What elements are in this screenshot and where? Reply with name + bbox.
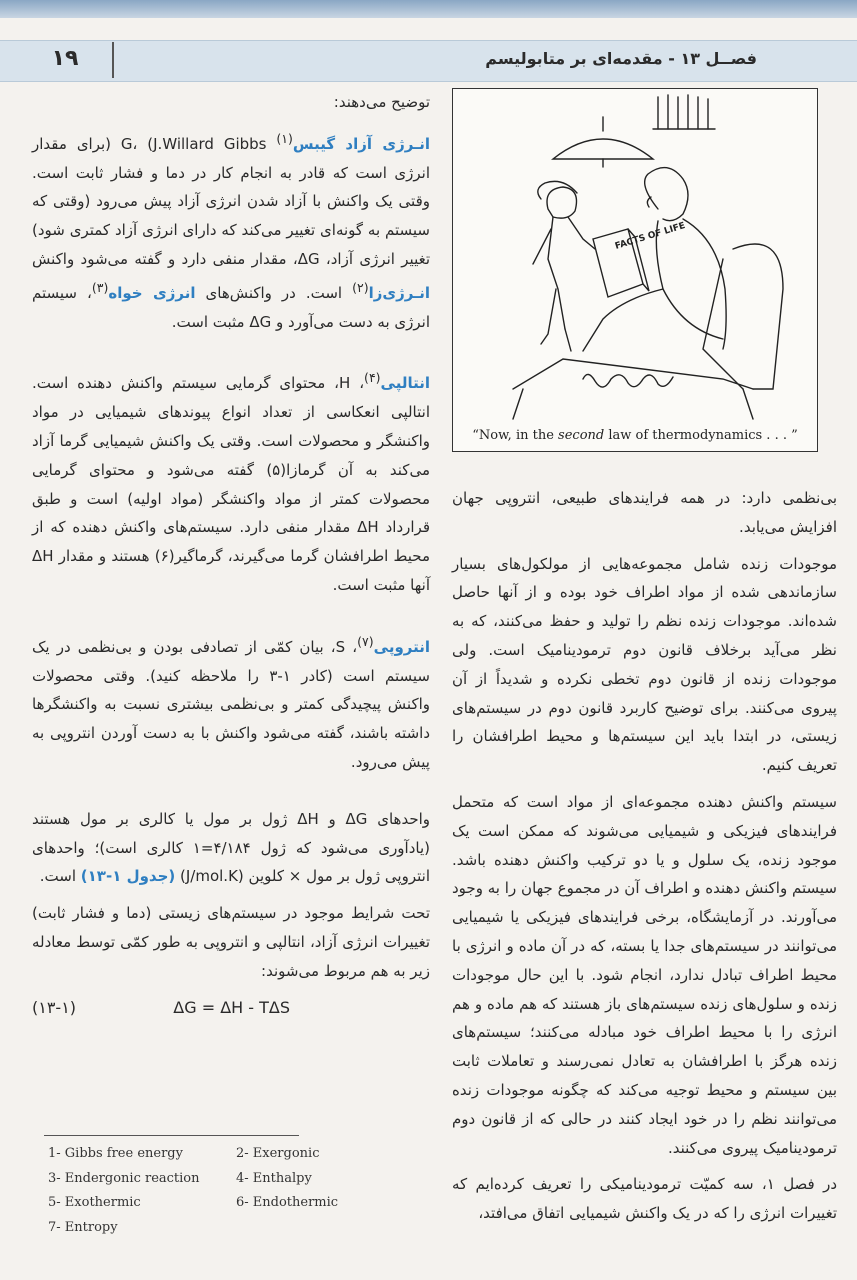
page-number: ۱۹ <box>51 46 79 71</box>
term-gibbs: انـرژی آزاد گیبس <box>292 134 430 153</box>
equation: ΔG = ΔH - TΔS <box>173 997 290 1017</box>
book-title: FACTS OF LIFE <box>613 221 687 252</box>
footnote-item: 7- Entropy <box>48 1219 118 1235</box>
footnote-item: 5- Exothermic <box>48 1195 141 1210</box>
right-paragraph-2: موجودات زنده شامل مجموعه‌هایی از مولکول‌های بسیار سازماندهی شده از مواد اطراف خود بوده و از آنها حاصل شده‌اند. موجودات زنده نظم را تولید و حفظ می‌کنند، که به نظر می‌آید برخلاف قانون دوم ترمودینامیک است. ولی موجودات زنده از قانون دوم تخطی نکرده و شدیداً از آن پیروی می‌کنند. برای توضیح کاربرد قانون دوم در سیستم‌های زیستی، در ابتدا باید این سیستم‌ها و محیط اطرافشان را تعریف کنیم. <box>452 554 837 775</box>
conditions-paragraph: تحت شرایط موجود در سیستم‌های زیستی (دما و فشار ثابت) تغییرات انرژی آزاد، انتالپی و انتروپی به طور کمّی توسط معادله زیر به هم مربوط می‌شوند: <box>32 904 430 980</box>
enthalpy-paragraph: انتالپی$^{(۴)}$، H، محتوای گرمایی سیستم واکنش دهنده است. انتالپی انعکاسی از تعداد انواع پیوندهای شیمیایی در مواد واکنشگر و محصولات است. وقتی یک واکنش شیمیایی گرما آزاد می‌کند به آن گرمازا(۵) گفته می‌شود و محتوای گرمایی محصولات کمتر از مواد واکنشگر (مواد اولیه) است و طبق قرارداد ΔH مقدار منفی دارد. سیستم‌های واکنش دهنده که از محیط اطرافشان گرما می‌گیرند، گرماگیر(۶) هستند و مقدار ΔH آنها مثبت است. <box>32 370 431 594</box>
equation-row <box>32 994 430 1023</box>
right-paragraph-3: سیستم واکنش دهنده مجموعه‌ای از مواد است که متحمل فرایندهای فیزیکی و شیمیایی می‌شوند که ممکن است یک موجود زنده، یک سلول و یا دو ترکیب واکنش دهنده باشد. سیستم واکنش دهنده و اطراف آن در مجموع جهان را به وجود می‌آورند. در آزمایشگاه، برخی فرایندهای فیزیکی یا شیمیایی می‌توانند در سیستم‌های جدا یا بسته، که در آن ماده و انرژی با محیط اطراف تبادل ندارد، انجام شود. با این حال موجودات زنده و سلول‌های زنده سیستم‌های باز هستند که هم ماده و هم انرژی را با محیط اطراف خود مبادله می‌کنند؛ سیستم‌های زنده هرگز با اطرافشان به تعادل نمی‌رسند و تعاملات ثابت بین سیستم و محیط توجیه می‌کند که چگونه موجودات زنده می‌توانند نظم را در خود ایجاد کنند در حالی که از قانون دوم ترمودینامیک پیروی می‌کنند. <box>452 792 837 1157</box>
table-reference: (جدول ۱-۱۳) <box>80 867 176 886</box>
equation-number: (۱۳-۱) <box>32 997 77 1017</box>
term-enthalpy: انتالپی <box>380 374 431 393</box>
intro-line: توضیح می‌دهند: <box>333 93 430 111</box>
chapter-title: فصــل ۱۳ - مقدمه‌ای بر متابولیسم <box>485 49 757 68</box>
term-entropy: انتروپی <box>373 637 431 656</box>
footnotes <box>48 1142 378 1239</box>
cartoon-drawing <box>453 89 817 451</box>
right-paragraph-4: در فصل ۱، سه کمیّت ترمودینامیکی را تعریف کرده‌ایم که تغییرات انرژی را که در یک واکنش شیمیایی اتفاق می‌افتد، <box>452 1175 838 1223</box>
footnote-item: 3- Endergonic reaction <box>48 1170 200 1186</box>
right-paragraph-1: بی‌نظمی دارد: در همه فرایندهای طبیعی، انتروپی جهان افزایش می‌یابد. <box>452 489 837 536</box>
cartoon-caption: “Now, in the second law of thermodynamics . . . ” <box>472 428 798 443</box>
footnote-item: 1- Gibbs free energy <box>48 1146 183 1161</box>
left-column <box>32 88 430 1030</box>
gibbs-paragraph: انـرژی آزاد گیبس$^{(۱)}$ G، (J.Willard Gibbs (برای مقدار انرژی است که قادر به انجام کار در دما و فشار ثابت است. وقتی یک واکنش با آزاد شدن انرژی آزاد پیش می‌رود (وقتی که سیستم به گونه‌ای تغییر می‌کند که دارای انرژی آزاد کمتری شود) تغییر انرژی آزاد، ΔG، مقدار منفی دارد و گفته می‌شود واکنش انـرژی‌زا$^{(۲)}$ است. در واکنش‌های انرژی خواه$^{(۳)}$، سیستم انرژی به دست می‌آورد و ΔG مثبت است. <box>32 130 431 331</box>
entropy-paragraph: انتروپی$^{(۷)}$، S، بیان کمّی از تصادفی بودن و بی‌نظمی در یک سیستم است (کادر ۱-۳ را ملاحظه کنید). وقتی محصولات واکنش پیچیدگی کمتر و بی‌نظمی بیشتری نسبت به واکنشگرها داشته باشند، گفته می‌شود واکنش با به دست آوردن انتروپی به پیش می‌رود. <box>32 633 431 771</box>
footnote-item: 6- Endothermic <box>236 1195 339 1210</box>
footnote-item: 4- Enthalpy <box>236 1170 312 1186</box>
header-divider <box>112 42 114 78</box>
footnote-rule <box>44 1135 299 1136</box>
term-exergonic: انـرژی‌زا <box>368 283 430 302</box>
right-column <box>452 484 837 1236</box>
term-endergonic: انرژی خواه <box>108 283 196 302</box>
top-color-band <box>0 0 857 18</box>
footnote-item: 2- Exergonic <box>236 1146 320 1161</box>
units-paragraph: واحدهای ΔG و ΔH ژول بر مول یا کالری بر مول هستند (یادآوری می‌شود که ژول ۴/۱۸۴=۱ کالری است)؛ واحدهای انتروپی ژول بر مول × کلوین (J/mol.K) (جدول ۱-۱۳) است. <box>32 809 430 886</box>
cartoon-figure <box>452 88 818 452</box>
